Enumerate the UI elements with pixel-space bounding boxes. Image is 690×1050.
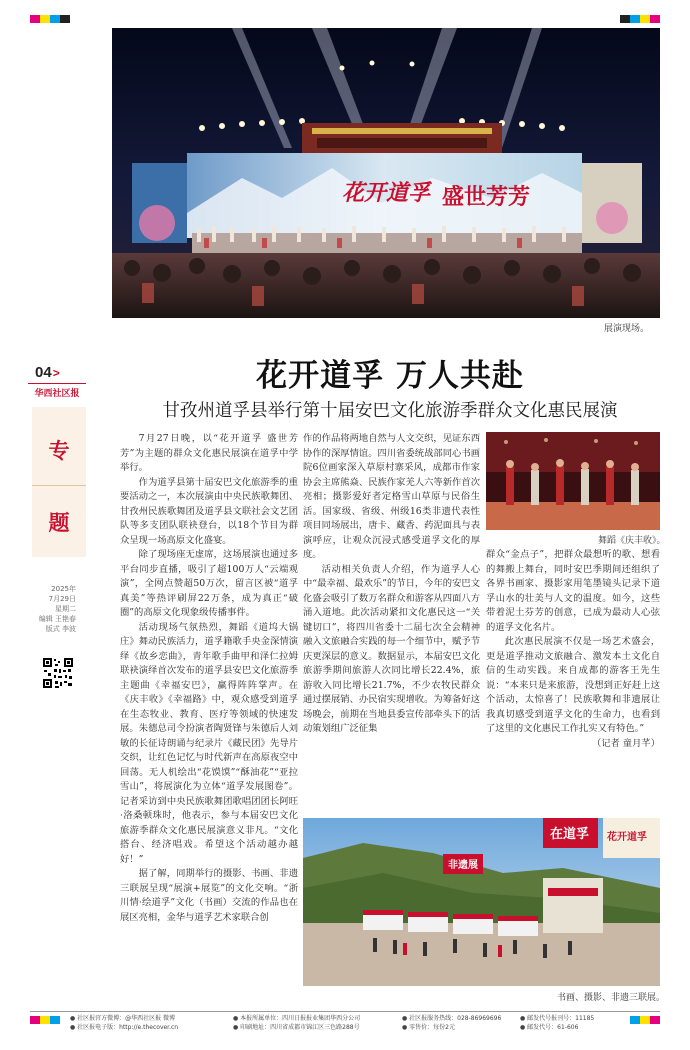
article-column-3 (486, 548, 660, 751)
paragraph: 此次惠民展演不仅是一场艺术盛会，更是道孚推动文旅融合、激发本土文化自信的生动实践。来自成都的游客王先生说：“本来只是来旅游，没想到正好赶上这个活动，太惊喜了！民族歌舞和非遗展让我真切感受到道孚文化的生命力，也看到了这里的文化惠民工作扎实又有特色。” (486, 636, 660, 734)
dance-photo (486, 432, 660, 530)
sign-nonheritage: 非遗展 (448, 860, 478, 871)
article-column-1 (120, 432, 298, 925)
registration-color-bar-bottom-right (630, 1016, 660, 1024)
banner-text-right: 盛世芳芳 (442, 184, 531, 210)
issue-designer: 版式 李波 (45, 625, 76, 633)
street-exhibition-photo (303, 818, 660, 986)
paragraph: 作的作品将两地自然与人文交织，见证东西协作的深厚情谊。四川省委统战部同心书画院6位画家深入草原村寨采风，成都市作家协会主席熊焱、民族作家羌人六等新作首次亮相；摄影爱好者定格雪山草原与民俗生活。国家级、省级、州级16类非遗代表性项目同场展出，唐卡、藏香、药泥面具与表演呼应，让观众沉浸式感受道孚文化的厚度。 (303, 433, 480, 560)
paragraph: 据了解，同期举行的摄影、书画、非遗三联展呈现“展演+展览”的文化交响。“浙川情·绘道孚”文化（书画）交流的作品也在展区亮相，金华与道孚艺术家联合创 (120, 868, 298, 923)
footer-price: ● 零售价：每份2元 (402, 1024, 455, 1031)
paragraph: 活动现场气氛热烈，舞蹈《道坞大锅庄》舞动民族活力，道孚籍歌手央金深情演绎《故乡恋曲》，青年歌手曲甲和泽仁拉姆联袂演绎首次发布的道孚县安巴文化旅游季主题曲《幸福安巴》，赢得阵阵掌声。在《庆丰收》《幸福路》中，观众感受到道孚在生态牧业、教育、医疗等领域的快速发展。朱德总司令扮演者陶贤锋与朱德后人刘敏的长征诗朗诵与纪录片《藏民团》先导片交织，让红色记忆与时代新声在高原夜空中回荡。无人机绘出“花馍馍”“酥油花”“亚拉雪山”，将展演化为立体“道孚发展图卷”。记者采访到中央民族歌舞团歌唱团团长阿旺·洛桑顿珠时，他表示，参与本届安巴文化旅游季群众文化惠民展演意义非凡。“文化搭台、经济唱戏。希望这个活动越办越好！” (120, 621, 298, 865)
page-brand: 华西社区报 (28, 383, 86, 399)
article-signature: （记者 童月芊） (591, 737, 660, 749)
paragraph: 除了现场座无虚席，这场展演也通过多平台同步直播，吸引了超100万人“云端观演”，全网点赞超50万次，留言区被“道孚真美”等热评刷屏22万条，成为真正“破圈”的高原文化现象级传播事件。 (120, 549, 298, 618)
paragraph: 作为道孚县第十届安巴文化旅游季的重要活动之一，本次展演由中央民族歌舞团、甘孜州民族歌舞团及道孚县文联社会文艺团队等多支团队联袂登台，以18个节目为群众呈现一场高原文化盛宴。 (120, 476, 298, 546)
footer-weibo: ● 社区报官方微博：@华西社区报 微博 (70, 1015, 176, 1022)
footer-epaper: ● 社区报电子版：http://e.thecover.cn (70, 1024, 179, 1031)
top-photo-caption: 展演现场。 (604, 324, 650, 334)
sign-in-daofu: 在道孚 (550, 827, 590, 842)
page-number-value: 04 (35, 364, 52, 381)
paragraph: 7月27日晚，以“花开道孚 盛世芳芳”为主题的群众文化惠民展演在道孚中学举行。 (120, 433, 298, 473)
footer-publisher: ● 本报所属单位：四川日报报业集团华西分公司 (233, 1015, 361, 1022)
footer-postal-code-2: ● 邮发代号：61-606 (520, 1024, 579, 1031)
sign-flowers-daofu: 花开道孚 (607, 832, 647, 843)
registration-color-bar-bottom-left (30, 1016, 60, 1024)
dance-photo-caption: 舞蹈《庆丰收》。 (598, 536, 666, 546)
paragraph: 群众“金点子”，把群众最想听的歌、想看的舞搬上舞台，同时安巴季期间还组织了各界书画家、摄影家用笔墨镜头记录下道孚山水的壮美与人文的温度。如今，这些带着泥土芬芳的创意，已成为最动人心弦的道孚文化名片。 (486, 549, 660, 633)
footer-postal-code: ● 邮发代号报刊号：11185 (520, 1015, 595, 1022)
registration-color-bar-left (30, 15, 70, 23)
issue-weekday: 星期二 (55, 605, 76, 613)
article-title: 花开道孚 万人共赴 (256, 358, 524, 394)
street-photo-caption: 书画、摄影、非遗三联展。 (557, 993, 666, 1003)
footer-print-address: ● 印刷地址：四川省成都市锦江区三色路288号 (233, 1024, 360, 1031)
section-char-2: 题 (48, 510, 70, 535)
section-label (32, 407, 86, 557)
top-photo-performance-scene (112, 28, 660, 318)
banner-text-left: 花开道孚 (342, 180, 431, 206)
footer-hotline: ● 社区报服务热线：028-86969696 (402, 1015, 502, 1022)
issue-year: 2025年 (51, 585, 76, 593)
paragraph: 活动相关负责人介绍，作为道孚人心中“最幸福、最欢乐”的节日，今年的安巴文化盛会吸引了数万名群众和游客从四面八方涌入道地。此次活动紧扣文化惠民这一“关键切口”，将四川省委十二届七次全会精神融入文旅融合实践的每一个细节中，赋予节庆更深层的意义。数据显示，本届安巴文化旅游季期间旅游人次同比增长22.4%，旅游收入同比增长21.7%，不少农牧民群众通过摆展销、办民宿实现增收。为筹备好这场晚会，前期在当地县委宣传部牵头下的活动策划组广泛征集 (303, 563, 480, 734)
registration-color-bar-right (620, 15, 660, 23)
page-number-chevron: > (52, 366, 60, 380)
footer-divider (30, 1011, 660, 1012)
article-subtitle: 甘孜州道孚县举行第十届安巴文化旅游季群众文化惠民展演 (162, 401, 618, 421)
issue-date: 7月29日 (48, 595, 76, 603)
section-divider (32, 485, 86, 486)
page-number (35, 364, 60, 381)
issue-editor: 编辑 王艳春 (38, 615, 76, 623)
section-char-1: 专 (48, 438, 70, 463)
article-column-2 (303, 432, 480, 737)
qr-code[interactable] (42, 657, 74, 689)
